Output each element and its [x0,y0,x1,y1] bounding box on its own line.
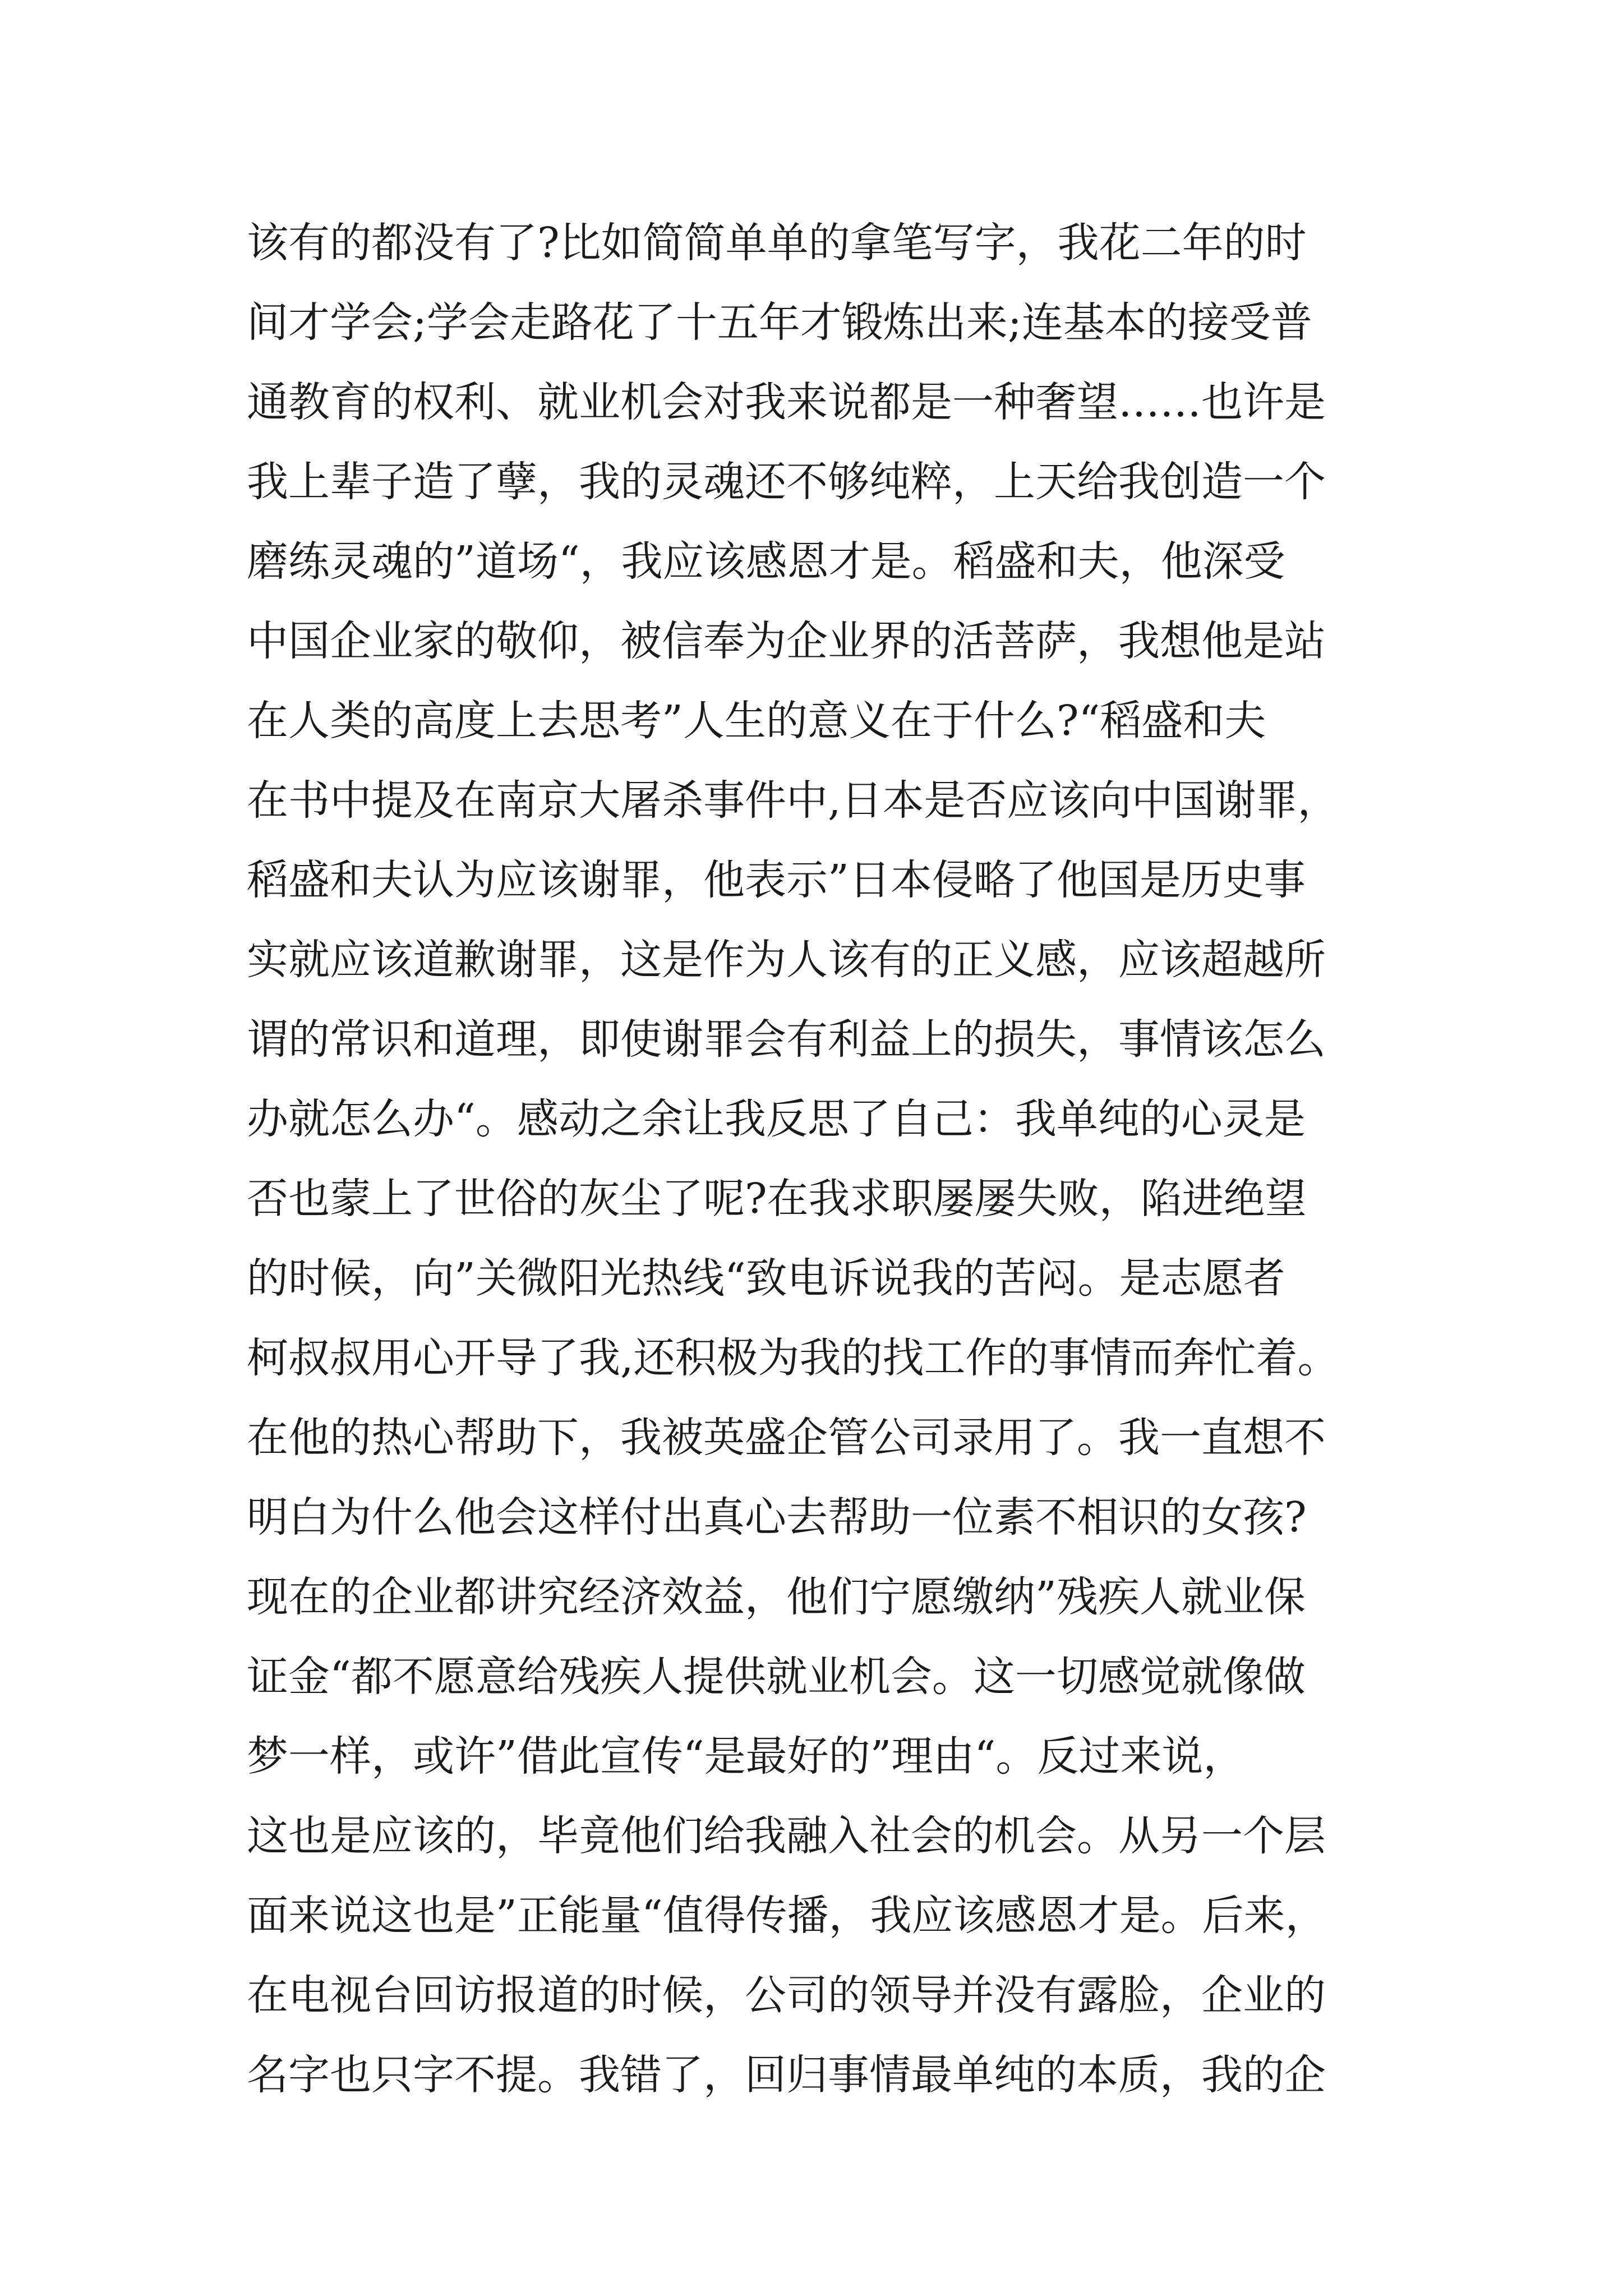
text-line-16: 在他的热心帮助下，我被英盛企管公司录用了。我一直想不 [247,1414,1326,1462]
text-line-11: 谓的常识和道理，即使谢罪会有利益上的损失，事情该怎么 [247,1015,1326,1064]
text-line-22: 面来说这也是”正能量“值得传播，我应该感恩才是。后来， [247,1892,1327,1940]
text-line-4: 我上辈子造了孽，我的灵魂还不够纯粹，上天给我创造一个 [247,458,1326,506]
text-line-1: 该有的都没有了?比如简简单单的拿笔写字，我花二年的时 [247,219,1307,267]
text-line-14: 的时候，向”关微阳光热线“致电诉说我的苦闷。是志愿者 [247,1254,1285,1303]
text-line-12: 办就怎么办“。感动之余让我反思了自己：我单纯的心灵是 [247,1095,1306,1143]
text-line-20: 梦一样，或许”借此宣传“是最好的”理由“。反过来说， [247,1732,1245,1780]
text-line-8: 在书中提及在南京大屠杀事件中,日本是否应该向中国谢罪， [247,776,1339,825]
text-line-5: 磨练灵魂的”道场“，我应该感恩才是。稻盛和夫，他深受 [247,537,1285,586]
text-line-21: 这也是应该的，毕竟他们给我融入社会的机会。从另一个层 [247,1812,1326,1860]
text-line-3: 通教育的权利、就业机会对我来说都是一种奢望……也许是 [247,378,1326,426]
text-line-23: 在电视台回访报道的时候，公司的领导并没有露脸，企业的 [247,1971,1326,2019]
text-line-15: 柯叔叔用心开导了我,还积极为我的找工作的事情而奔忙着。 [247,1334,1339,1382]
text-line-13: 否也蒙上了世俗的灰尘了呢?在我求职屡屡失败，陷进绝望 [247,1175,1307,1223]
text-line-10: 实就应该道歉谢罪，这是作为人该有的正义感，应该超越所 [247,936,1326,984]
text-line-9: 稻盛和夫认为应该谢罪，他表示”日本侵略了他国是历史事 [247,856,1306,904]
body-text [247,203,1391,2115]
text-line-19: 证金“都不愿意给残疾人提供就业机会。这一切感觉就像做 [247,1653,1306,1701]
text-line-24: 名字也只字不提。我错了，回归事情最单纯的本质，我的企 [247,2051,1326,2099]
text-line-7: 在人类的高度上去思考”人生的意义在于什么?“稻盛和夫 [247,697,1266,745]
text-line-17: 明白为什么他会这样付出真心去帮助一位素不相识的女孩? [247,1493,1307,1542]
text-line-6: 中国企业家的敬仰，被信奉为企业界的活菩萨，我想他是站 [247,617,1326,665]
text-line-18: 现在的企业都讲究经济效益，他们宁愿缴纳”残疾人就业保 [247,1573,1306,1621]
text-line-2: 间才学会;学会走路花了十五年才锻炼出来;连基本的接受普 [247,298,1312,347]
